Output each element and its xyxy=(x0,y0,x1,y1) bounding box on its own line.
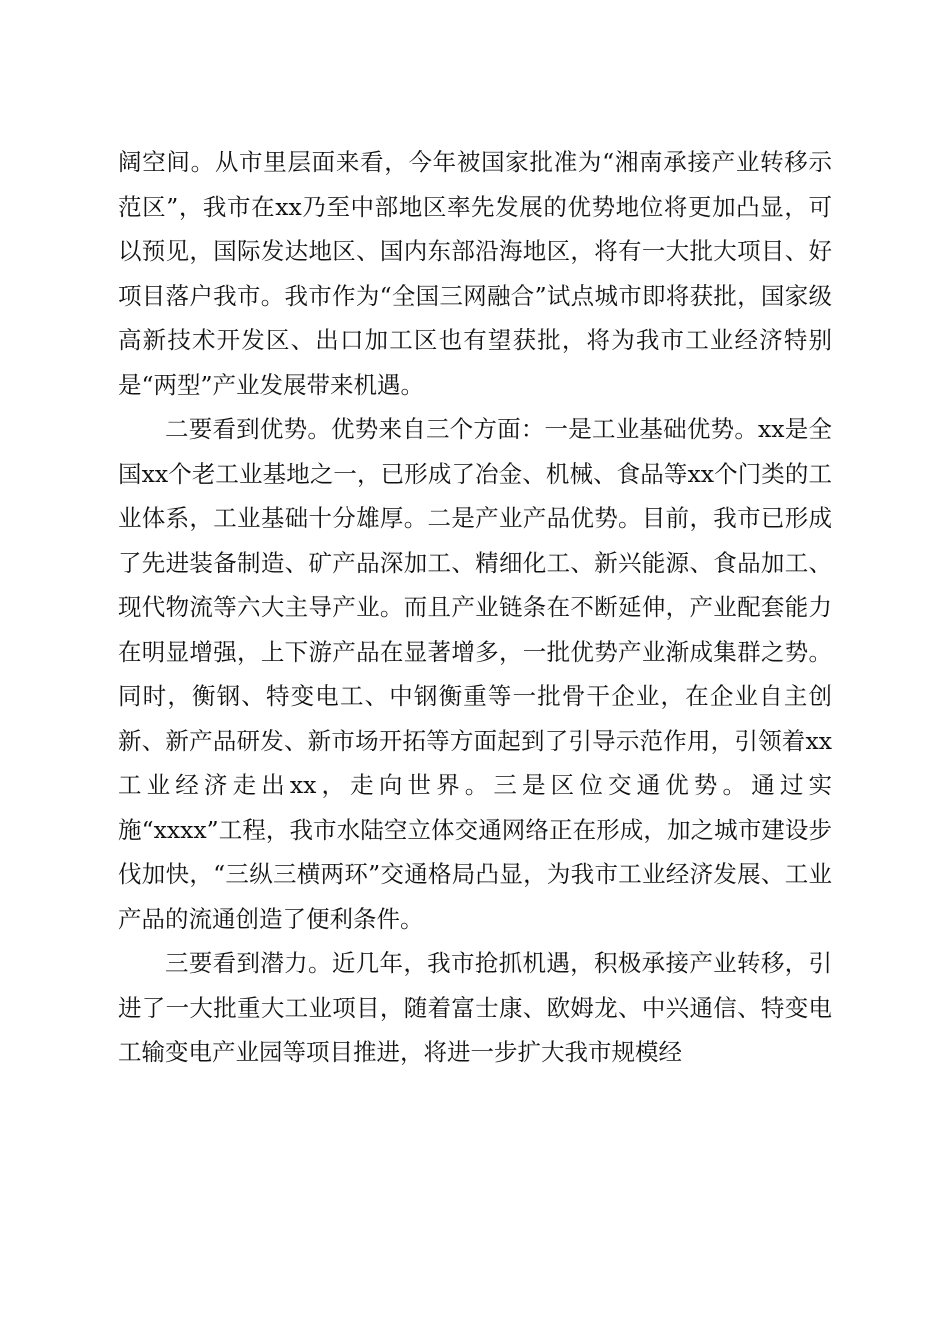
paragraph-opportunity-continued: 阔空间。从市里层面来看，今年被国家批准为“湘南承接产业转移示范区”，我市在xx乃至中部地区率先发展的优势地位将更加凸显，可以预见，国际发达地区、国内东部沿海地区，将有一大批大项目、好项目落户我市。我市作为“全国三网融合”试点城市即将获批，国家级高新技术开发区、出口加工区也有望获批，将为我市工业经济特别是“两型”产业发展带来机遇。 xyxy=(118,148,832,399)
document-body xyxy=(118,140,832,1075)
paragraph-potential: 三要看到潜力。近几年，我市抢抓机遇，积极承接产业转移，引进了一大批重大工业项目，随着富士康、欧姆龙、中兴通信、特变电工输变电产业园等项目推进，将进一步扩大我市规模经 xyxy=(118,949,832,1066)
paragraph-advantages: 二要看到优势。优势来自三个方面：一是工业基础优势。xx是全国xx个老工业基地之一，已形成了冶金、机械、食品等xx个门类的工业体系，工业基础十分雄厚。二是产业产品优势。目前，我市已形成了先进装备制造、矿产品深加工、精细化工、新兴能源、食品加工、现代物流等六大主导产业。而且产业链条在不断延伸，产业配套能力在明显增强，上下游产品在显著增多，一批优势产业渐成集群之势。同时，衡钢、特变电工、中钢衡重等一批骨干企业，在企业自主创新、新产品研发、新市场开拓等方面起到了引导示范作用，引领着xx工业经济走出xx，走向世界。三是区位交通优势。通过实施“xxxx”工程，我市水陆空立体交通网络正在形成，加之城市建设步伐加快，“三纵三横两环”交通格局凸显，为我市工业经济发展、工业产品的流通创造了便利条件。 xyxy=(118,415,832,933)
